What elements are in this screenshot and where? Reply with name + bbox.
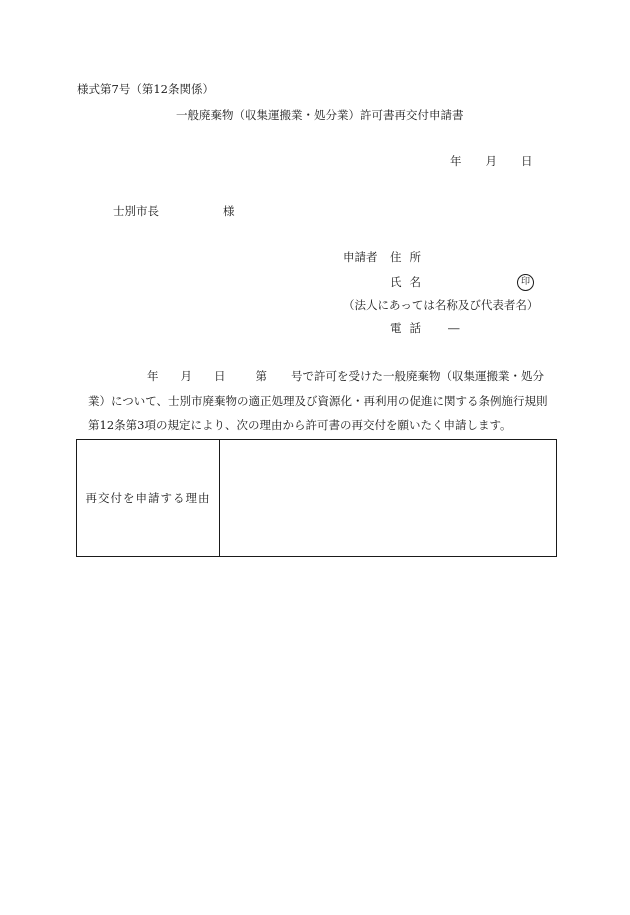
date-month-label: 月 xyxy=(485,154,497,168)
name-label: 氏名 xyxy=(390,275,429,289)
permit-year-label: 年 xyxy=(147,369,159,383)
form-number: 様式第7号（第12条関係） xyxy=(77,82,214,96)
permit-day-label: 日 xyxy=(214,369,226,383)
date-line xyxy=(450,156,533,168)
permit-line-rest: 号で許可を受けた一般廃棄物（収集運搬業・処分 xyxy=(291,369,544,383)
body-line-1: 業）について、士別市廃棄物の適正処理及び資源化・再利用の促進に関する条例施行規則 xyxy=(88,394,548,408)
seal-mark: 印 xyxy=(517,274,534,291)
phone-dash: ― xyxy=(448,321,460,335)
applicant-label: 申請者 xyxy=(343,250,378,264)
body-line-0 xyxy=(147,371,544,383)
reason-table xyxy=(76,439,557,557)
date-year-label: 年 xyxy=(450,154,462,168)
phone-label: 電話 xyxy=(390,321,429,335)
page-title: 一般廃棄物（収集運搬業・処分業）許可書再交付申請書 xyxy=(176,108,464,122)
body-line-2: 第12条第3項の規定により、次の理由から許可書の再交付を願いたく申請します。 xyxy=(88,418,512,432)
corporation-note: （法人にあっては名称及び代表者名） xyxy=(343,298,539,312)
reason-value-cell[interactable] xyxy=(220,440,556,556)
addressee-honorific: 様 xyxy=(223,204,235,218)
permit-month-label: 月 xyxy=(180,369,192,383)
reason-label-cell: 再交付を申請する理由 xyxy=(77,440,220,556)
addressee xyxy=(113,206,235,218)
addressee-name: 士別市長 xyxy=(113,204,159,218)
address-label: 住所 xyxy=(390,250,429,264)
date-day-label: 日 xyxy=(521,154,533,168)
permit-number-prefix: 第 xyxy=(255,369,267,383)
